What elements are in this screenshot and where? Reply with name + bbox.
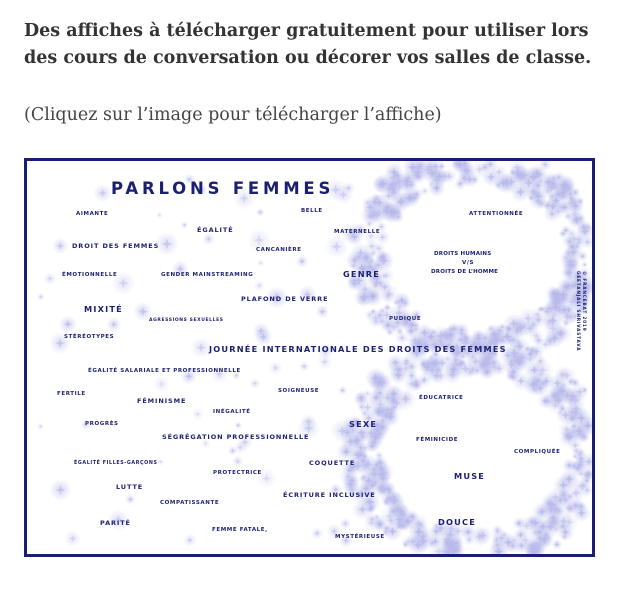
word-soigneuse: SOIGNEUSE — [278, 388, 320, 394]
word-gender-mainstreaming: GENDER MAINSTREAMING — [161, 272, 254, 278]
word-femme-fatale: FEMME FATALE, — [212, 527, 268, 533]
word-pudique: PUDIQUE — [389, 316, 422, 322]
word-belle: BELLE — [301, 208, 323, 214]
word-protectrice: PROTECTRICE — [213, 470, 262, 476]
word-emotionnelle: ÉMOTIONNELLE — [62, 272, 118, 278]
poster-title: PARLONS FEMMES — [111, 179, 335, 198]
word-egalite-salariale: ÉGALITÉ SALARIALE ET PROFESSIONNELLE — [88, 368, 241, 374]
word-douce: DOUCE — [438, 517, 477, 527]
word-muse: MUSE — [454, 471, 486, 481]
word-feminicide: FÉMINICIDE — [416, 437, 459, 443]
word-agressions-sexuelles: AGRESSIONS SEXUELLES — [149, 318, 224, 323]
word-cancaniere: CANCANIÈRE — [256, 247, 302, 253]
word-versus: V/S — [462, 260, 475, 266]
word-compatissante: COMPATISSANTE — [160, 500, 220, 506]
word-aimante: AIMANTE — [76, 211, 109, 217]
word-genre: GENRE — [343, 269, 381, 279]
word-sexe: SEXE — [349, 419, 378, 429]
word-stereotypes: STÉRÉOTYPES — [64, 334, 115, 340]
word-egalite-filles-garcons: ÉGALITÉ FILLES-GARÇONS — [74, 461, 158, 466]
word-attentionnee: ATTENTIONNÉE — [469, 211, 524, 217]
word-inegalite: INÉGALITÉ — [213, 409, 251, 415]
word-educatrice: ÉDUCATRICE — [419, 395, 464, 401]
intro-text: Des affiches à télécharger gratuitement pour utiliser lors des cours de conversation ou décorer vos salles de classe. — [24, 21, 592, 68]
word-journee-internationale: JOURNÉE INTERNATIONALE DES DROITS DES FEMMES — [209, 344, 507, 354]
word-plafond-de-verre: PLAFOND DE VERRE — [241, 295, 329, 303]
credit-line-2: GEETANJALI SHRIVASTAVA — [575, 271, 580, 352]
word-compliquee: COMPLIQUÉE — [514, 449, 561, 455]
word-mixite: MIXITÉ — [84, 304, 123, 314]
poster-image-link[interactable] — [24, 158, 595, 557]
word-maternelle: MATERNELLE — [334, 229, 381, 235]
word-fertile: FERTILE — [57, 391, 86, 397]
word-egalite: ÉGALITÉ — [197, 226, 234, 234]
word-parite: PARITÉ — [100, 519, 131, 527]
poster-credit — [574, 271, 588, 411]
word-droits-humains: DROITS HUMAINS — [434, 251, 492, 257]
download-instruction: (Cliquez sur l’image pour télécharger l’affiche) — [24, 105, 442, 125]
word-ecriture-inclusive: ÉCRITURE INCLUSIVE — [283, 491, 376, 499]
word-segregation: SÉGRÉGATION PROFESSIONNELLE — [162, 433, 310, 441]
credit-line-1: © FRANCEBAT 2019 — [581, 271, 586, 332]
word-lutte: LUTTE — [116, 483, 144, 491]
word-feminisme: FÉMINISME — [137, 397, 187, 405]
word-coquette: COQUETTE — [309, 459, 356, 467]
word-droit-des-femmes: DROIT DES FEMMES — [72, 242, 160, 250]
word-mysterieuse: MYSTÉRIEUSE — [335, 534, 385, 540]
word-droits-de-l-homme: DROITS DE L’HOMME — [431, 269, 499, 275]
word-progres: PROGRÈS — [85, 421, 119, 427]
